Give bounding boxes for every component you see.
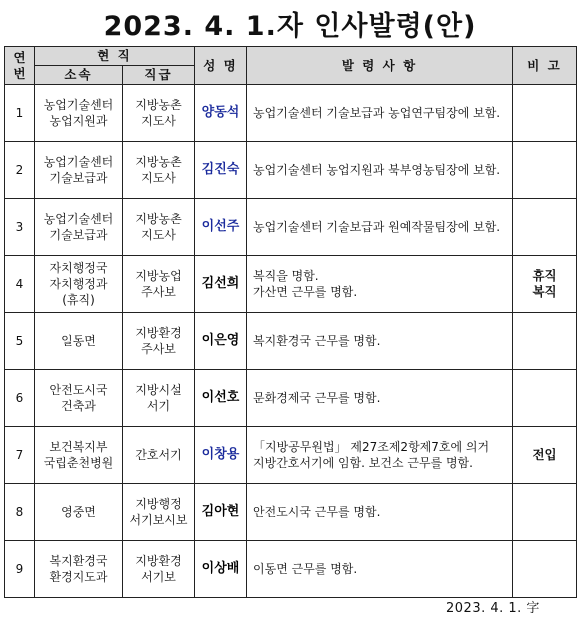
detail-cell: 복직을 명함. 가산면 근무를 명함. [247,256,513,313]
name-cell: 이선호 [195,370,247,427]
note-cell [513,541,577,598]
org-cell: 영중면 [35,484,123,541]
org-cell: 자치행정국 자치행정과 (휴직) [35,256,123,313]
org-cell: 농업기술센터 기술보급과 [35,199,123,256]
row-number: 2 [5,142,35,199]
header-org: 소속 [35,66,123,85]
page-title: 2023. 4. 1.자 인사발령(안) [103,11,477,42]
org-cell: 보건복지부 국립춘천병원 [35,427,123,484]
table-row [5,541,577,598]
personnel-order-table [4,46,577,598]
grade-cell: 지방시설 서기 [123,370,195,427]
org-cell: 일동면 [35,313,123,370]
note-cell: 전입 [513,427,577,484]
row-number: 6 [5,370,35,427]
detail-cell: 복지환경국 근무를 명함. [247,313,513,370]
grade-cell: 지방환경 주사보 [123,313,195,370]
header-current-position: 현 직 [35,47,195,66]
header-num: 연 번 [5,47,35,85]
grade-cell: 지방농촌 지도사 [123,142,195,199]
grade-cell: 지방농촌 지도사 [123,199,195,256]
table-row [5,427,577,484]
row-number: 5 [5,313,35,370]
note-cell [513,313,577,370]
row-number: 3 [5,199,35,256]
table-row [5,256,577,313]
row-number: 7 [5,427,35,484]
header-detail: 발 령 사 항 [247,47,513,85]
name-cell: 이상배 [195,541,247,598]
table-row [5,370,577,427]
footer-date: 2023. 4. 1. 字 [446,601,540,616]
name-cell: 양동석 [195,85,247,142]
note-cell [513,370,577,427]
table-row [5,199,577,256]
row-number: 8 [5,484,35,541]
table-row [5,313,577,370]
table-row [5,142,577,199]
header-note: 비 고 [513,47,577,85]
name-cell: 김아현 [195,484,247,541]
grade-cell: 지방환경 서기보 [123,541,195,598]
grade-cell: 지방농촌 지도사 [123,85,195,142]
org-cell: 농업기술센터 농업지원과 [35,85,123,142]
name-cell: 이선주 [195,199,247,256]
name-cell: 김선희 [195,256,247,313]
org-cell: 복지환경국 환경지도과 [35,541,123,598]
detail-cell: 농업기술센터 기술보급과 원예작물팀장에 보함. [247,199,513,256]
row-number: 9 [5,541,35,598]
detail-cell: 안전도시국 근무를 명함. [247,484,513,541]
org-cell: 안전도시국 건축과 [35,370,123,427]
note-cell [513,199,577,256]
detail-cell: 이동면 근무를 명함. [247,541,513,598]
note-cell [513,484,577,541]
grade-cell: 지방행정 서기보시보 [123,484,195,541]
grade-cell: 간호서기 [123,427,195,484]
note-cell [513,85,577,142]
detail-cell: 농업기술센터 기술보급과 농업연구팀장에 보함. [247,85,513,142]
detail-cell: 농업기술센터 농업지원과 북부영농팀장에 보함. [247,142,513,199]
grade-cell: 지방농업 주사보 [123,256,195,313]
header-grade: 직급 [123,66,195,85]
header-name: 성 명 [195,47,247,85]
name-cell: 김진숙 [195,142,247,199]
name-cell: 이은영 [195,313,247,370]
table-row [5,484,577,541]
note-cell [513,142,577,199]
org-cell: 농업기술센터 기술보급과 [35,142,123,199]
note-cell: 휴직 복직 [513,256,577,313]
row-number: 4 [5,256,35,313]
detail-cell: 문화경제국 근무를 명함. [247,370,513,427]
name-cell: 이창용 [195,427,247,484]
detail-cell: 「지방공무원법」 제27조제2항제7호에 의거 지방간호서기에 임함. 보건소 근무를 명함. [247,427,513,484]
table-row [5,85,577,142]
row-number: 1 [5,85,35,142]
